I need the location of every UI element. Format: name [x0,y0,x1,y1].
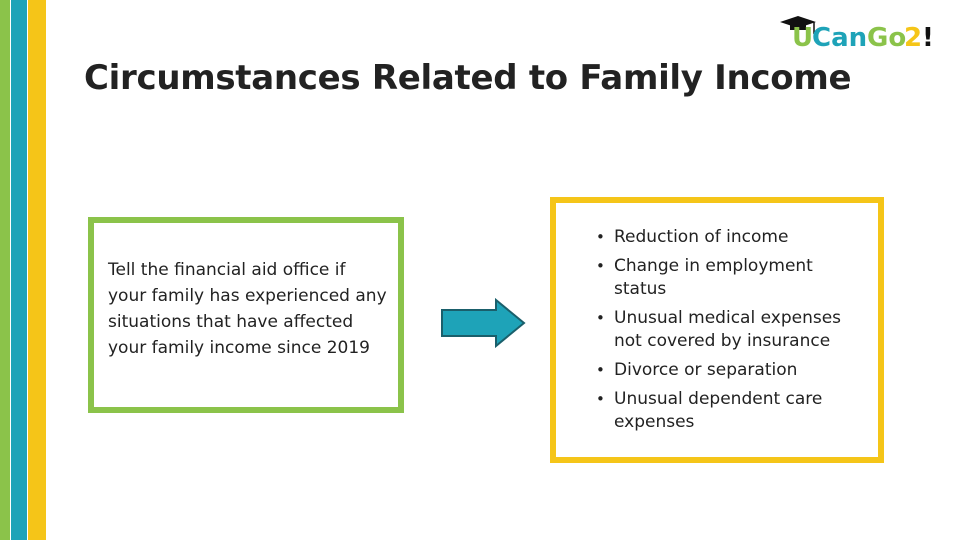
logo-word-can: Can [812,23,868,50]
decorative-stripe-yellow [28,0,46,540]
bullet-icon: • [596,390,605,408]
list-item [596,388,866,434]
stripe-divider [10,0,11,540]
list-item-text: Change in employment status [614,256,813,299]
stripe-divider [27,0,28,540]
list-item-text: Unusual dependent care expenses [614,389,823,432]
list-item-text: Divorce or separation [614,360,798,380]
left-box-text: Tell the financial aid office if your family has experienced any situations that have affected your family income since 2019 [108,260,387,358]
decorative-stripe-teal [11,0,28,540]
list-item [596,255,866,301]
bullet-icon: • [596,361,605,379]
list-item-text: Reduction of income [614,227,789,247]
logo-exclamation: ! [922,23,934,50]
list-item [596,359,866,382]
logo-letter-u: U [792,23,814,50]
bullet-icon: • [596,257,605,275]
circumstances-list [596,226,866,440]
slide-title: Circumstances Related to Family Income [84,58,852,98]
logo-number-2: 2 [904,23,923,50]
right-arrow-icon [440,298,526,348]
bullet-icon: • [596,309,605,327]
list-item [596,226,866,249]
bullet-icon: • [596,228,605,246]
list-item-text: Unusual medical expenses not covered by insurance [614,308,842,351]
logo-word-go: Go [867,23,907,50]
ucango2-logo [778,10,938,50]
list-item [596,307,866,353]
